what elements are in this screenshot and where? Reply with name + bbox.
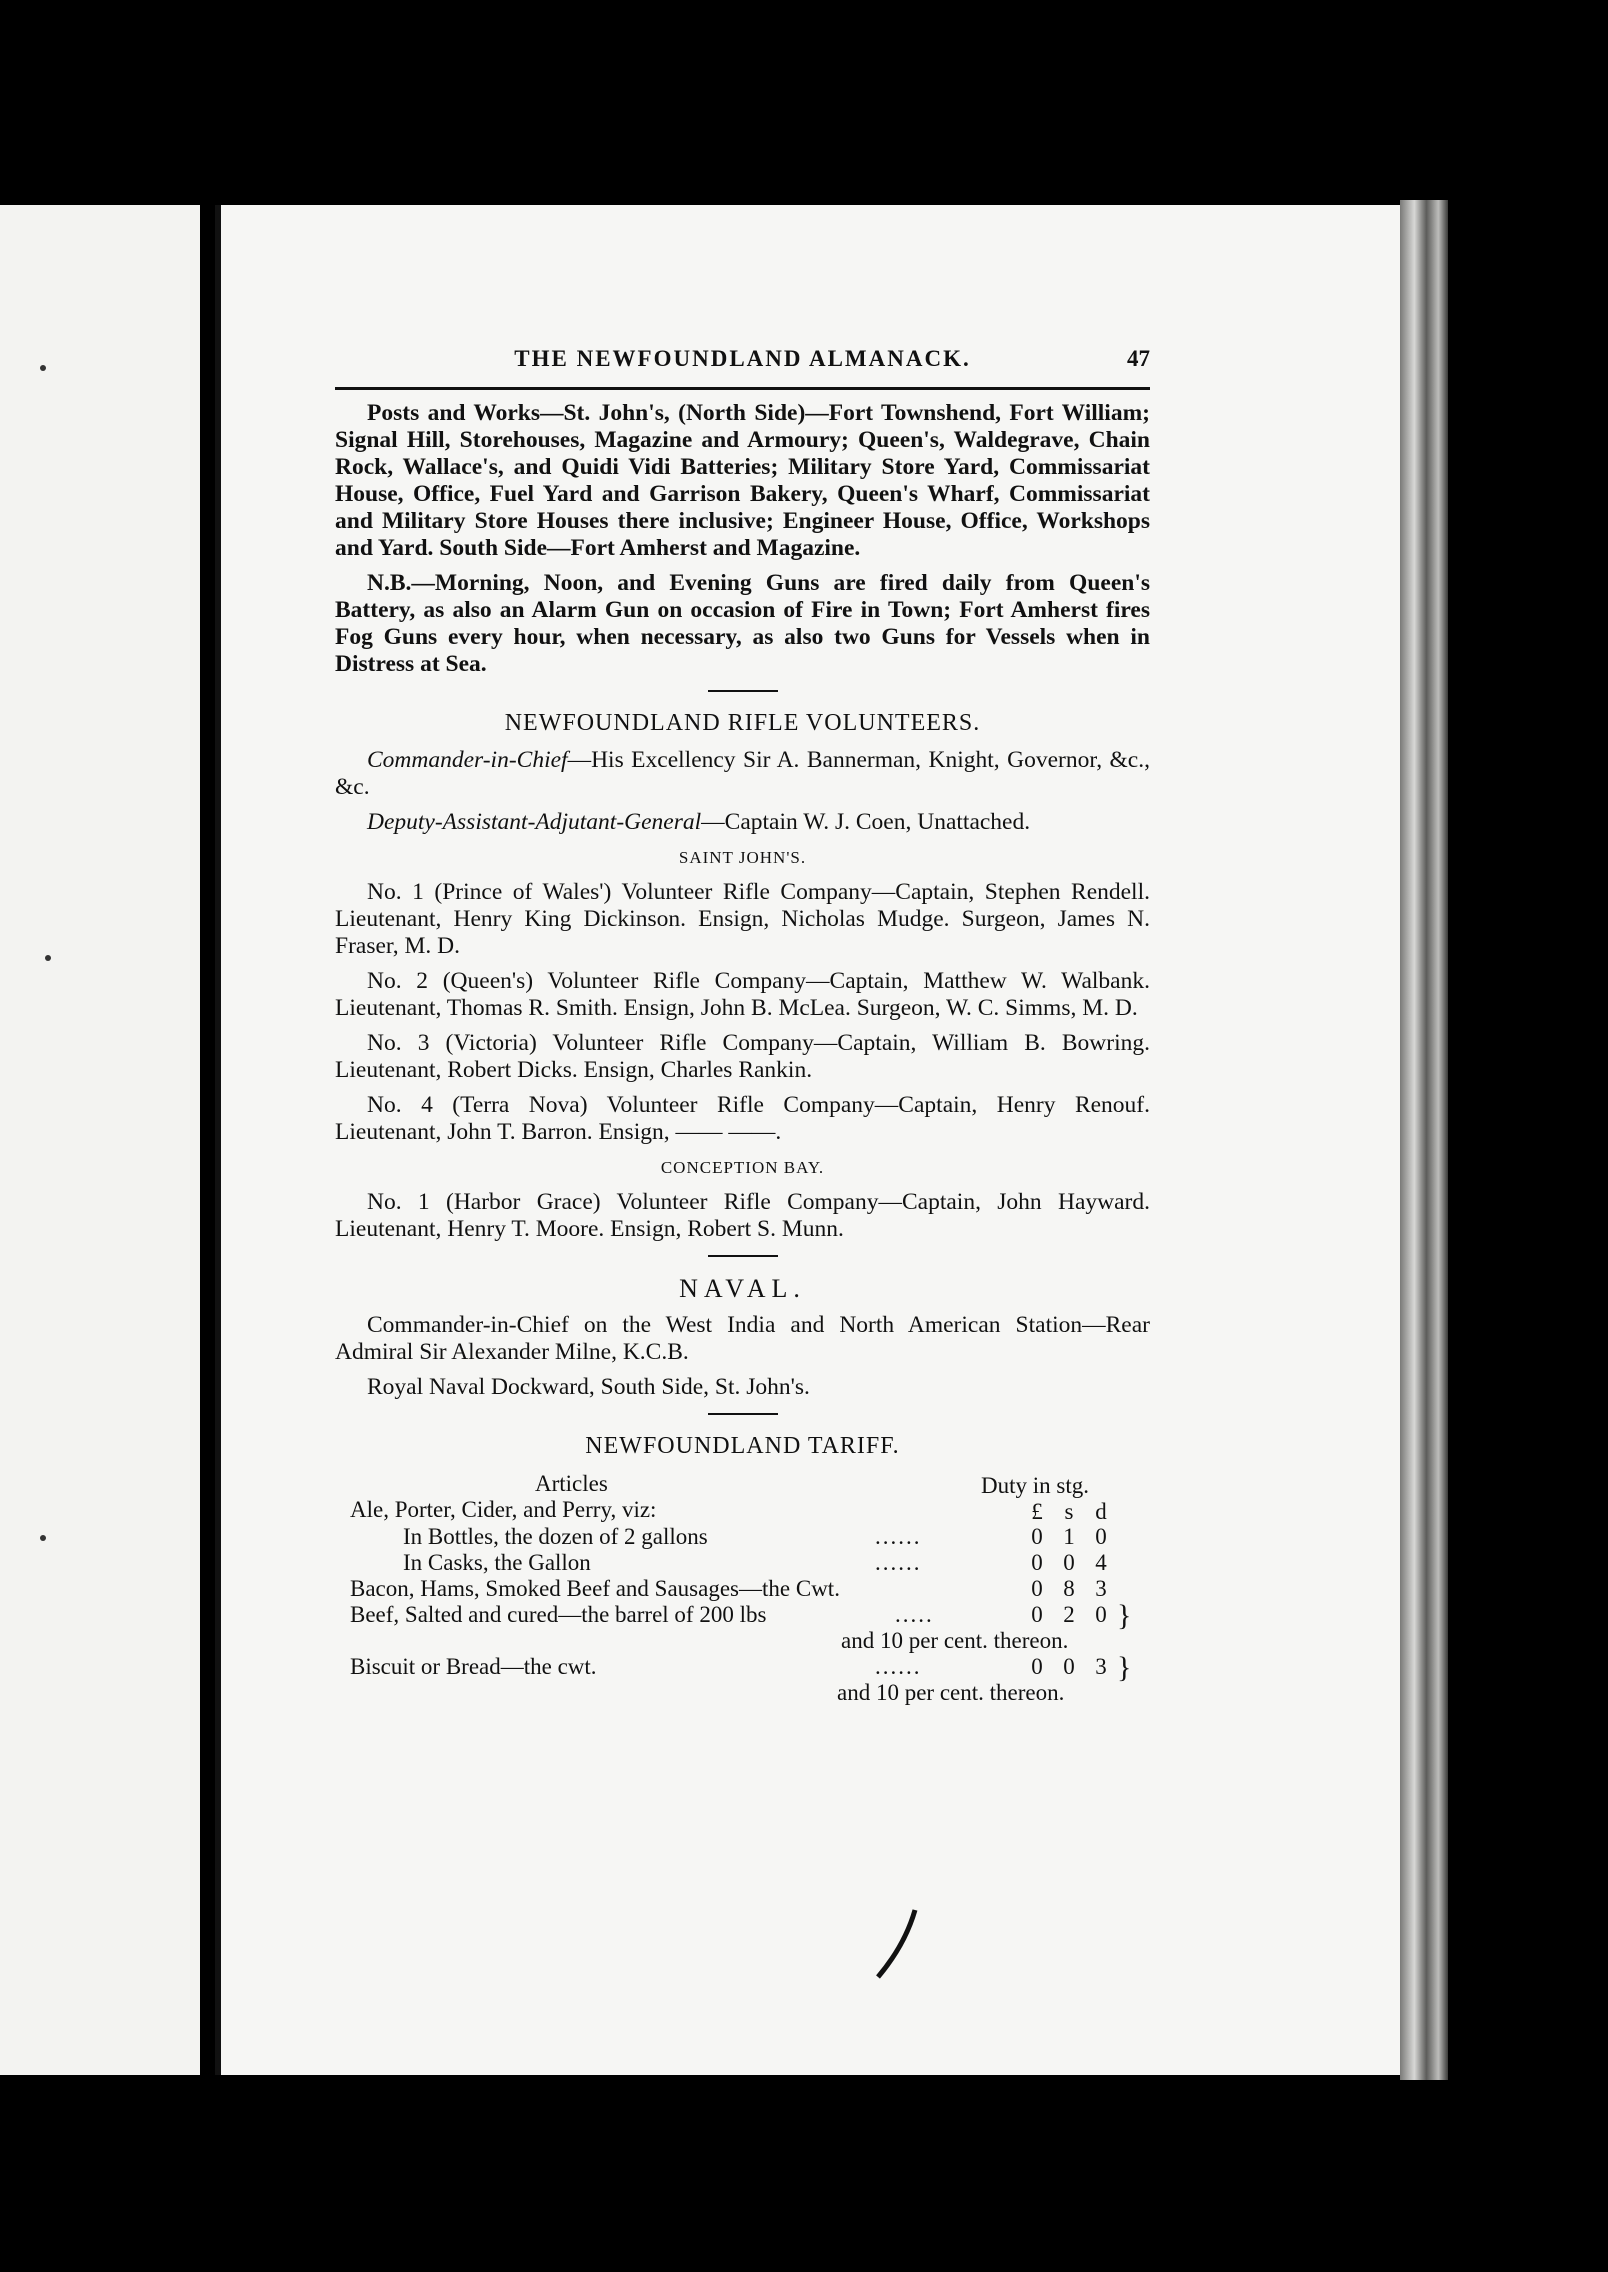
section-divider [708, 1255, 778, 1257]
commander-title: Commander-in-Chief [367, 747, 568, 773]
company-entry: No. 4 (Terra Nova) Volunteer Rifle Company—Captain, Henry Renouf. Lieutenant, John T. Barron. Ensign, —— ——. [335, 1092, 1150, 1145]
duty-pounds: 0 [1031, 1654, 1043, 1679]
leader-dots: ..... [895, 1602, 934, 1627]
running-header [335, 345, 1150, 385]
duty-pounds: 0 [1031, 1524, 1043, 1549]
page-content [335, 345, 1150, 1730]
brace-glyph: } [1117, 1651, 1132, 1684]
adjutant-entry [335, 809, 1150, 836]
tariff-biscuit-extra: and 10 per cent. thereon. [837, 1680, 1065, 1705]
left-page [0, 205, 200, 2075]
section-divider [708, 690, 778, 692]
duty-shillings: 0 [1063, 1550, 1075, 1575]
leader-dots: ...... [875, 1524, 922, 1549]
duty-pence: 0 [1095, 1602, 1107, 1627]
posts-paragraph: Posts and Works—St. John's, (North Side)—Fort Townshend, Fort William; Signal Hill, Storehouses, Magazine and Armoury; Queen's, Waldegrave, Chain Rock, Wallace's, and Quidi Vidi Batteries; Military Store Yard, Commissariat House, Office, Fuel Yard and Garrison Bakery, Queen's Wharf, Commissariat and Military Store Houses there inclusive; Engineer House, Office, Workshops and Yard. South Side—Fort Amherst and Magazine. [335, 400, 1150, 561]
naval-heading: NAVAL. [679, 1274, 806, 1303]
unit-pounds: £ [1031, 1499, 1043, 1524]
subhead-conception-bay: CONCEPTION BAY. [660, 1158, 825, 1177]
tariff-row-bottles: In Bottles, the dozen of 2 gallons [403, 1524, 708, 1549]
pen-mark [870, 1905, 930, 1985]
leader-dots: ...... [875, 1654, 922, 1679]
naval-commander: Commander-in-Chief on the West India and North American Station—Rear Admiral Sir Alexander Milne, K.C.B. [335, 1312, 1150, 1365]
company-entry: No. 1 (Harbor Grace) Volunteer Rifle Company—Captain, John Hayward. Lieutenant, Henry T. Moore. Ensign, Robert S. Munn. [335, 1189, 1150, 1242]
duty-pence: 3 [1095, 1654, 1107, 1679]
nb-paragraph: N.B.—Morning, Noon, and Evening Guns are fired daily from Queen's Battery, as also an Alarm Gun on occasion of Fire in Town; Fort Amherst fires Fog Guns every hour, when necessary, as also two Guns for Vessels when in Distress at Sea. [335, 570, 1150, 677]
commander-text: —His Excellency Sir A. Bannerman, Knight, Governor, &c., &c. [335, 747, 1150, 800]
rifle-heading: NEWFOUNDLAND RIFLE VOLUNTEERS. [504, 710, 981, 736]
adjutant-title: Deputy-Assistant-Adjutant-General [367, 809, 702, 835]
tariff-beef-extra: and 10 per cent. thereon. [841, 1628, 1069, 1653]
brace-glyph: } [1117, 1599, 1132, 1632]
tariff-row-biscuit: Biscuit or Bread—the cwt. [350, 1654, 597, 1679]
tariff-row-ale: Ale, Porter, Cider, and Perry, viz: [350, 1497, 657, 1522]
page-title: THE NEWFOUNDLAND ALMANACK. [514, 346, 971, 371]
tariff-table [335, 1470, 1150, 1730]
tariff-row-beef: Beef, Salted and cured—the barrel of 200 lbs [350, 1602, 767, 1627]
tariff-heading: NEWFOUNDLAND TARIFF. [585, 1433, 900, 1459]
duty-shillings: 8 [1063, 1576, 1075, 1601]
commander-entry [335, 747, 1150, 801]
duty-pounds: 0 [1031, 1602, 1043, 1627]
leader-dots: ...... [875, 1550, 922, 1575]
unit-pence: d [1095, 1499, 1107, 1524]
page-number: 47 [1127, 346, 1150, 371]
naval-dockyard: Royal Naval Dockward, South Side, St. John's. [367, 1374, 810, 1400]
company-entry: No. 1 (Prince of Wales') Volunteer Rifle Company—Captain, Stephen Rendell. Lieutenant, Henry King Dickinson. Ensign, Nicholas Mudge. Surgeon, James N. Fraser, M. D. [335, 879, 1150, 959]
header-rule [335, 387, 1150, 390]
tariff-row-casks: In Casks, the Gallon [403, 1550, 591, 1575]
col-duty: Duty in stg. [981, 1473, 1089, 1498]
col-articles: Articles [535, 1471, 608, 1496]
duty-shillings: 1 [1063, 1524, 1075, 1549]
company-entry: No. 2 (Queen's) Volunteer Rifle Company—Captain, Matthew W. Walbank. Lieutenant, Thomas R. Smith. Ensign, John B. McLea. Surgeon, W. C. Simms, M. D. [335, 968, 1150, 1021]
adjutant-text: —Captain W. J. Coen, Unattached. [701, 809, 1031, 835]
page-edge [1400, 200, 1448, 2080]
duty-pounds: 0 [1031, 1576, 1043, 1601]
duty-pounds: 0 [1031, 1550, 1043, 1575]
tariff-row-bacon: Bacon, Hams, Smoked Beef and Sausages—the Cwt. [350, 1576, 840, 1601]
duty-shillings: 2 [1063, 1602, 1075, 1627]
duty-shillings: 0 [1063, 1654, 1075, 1679]
subhead-saint-johns: SAINT JOHN'S. [678, 848, 807, 867]
duty-pence: 3 [1095, 1576, 1107, 1601]
section-divider [708, 1413, 778, 1415]
duty-pence: 4 [1095, 1550, 1107, 1575]
unit-shillings: s [1064, 1499, 1074, 1524]
duty-pence: 0 [1095, 1524, 1107, 1549]
company-entry: No. 3 (Victoria) Volunteer Rifle Company—Captain, William B. Bowring. Lieutenant, Robert Dicks. Ensign, Charles Rankin. [335, 1030, 1150, 1083]
